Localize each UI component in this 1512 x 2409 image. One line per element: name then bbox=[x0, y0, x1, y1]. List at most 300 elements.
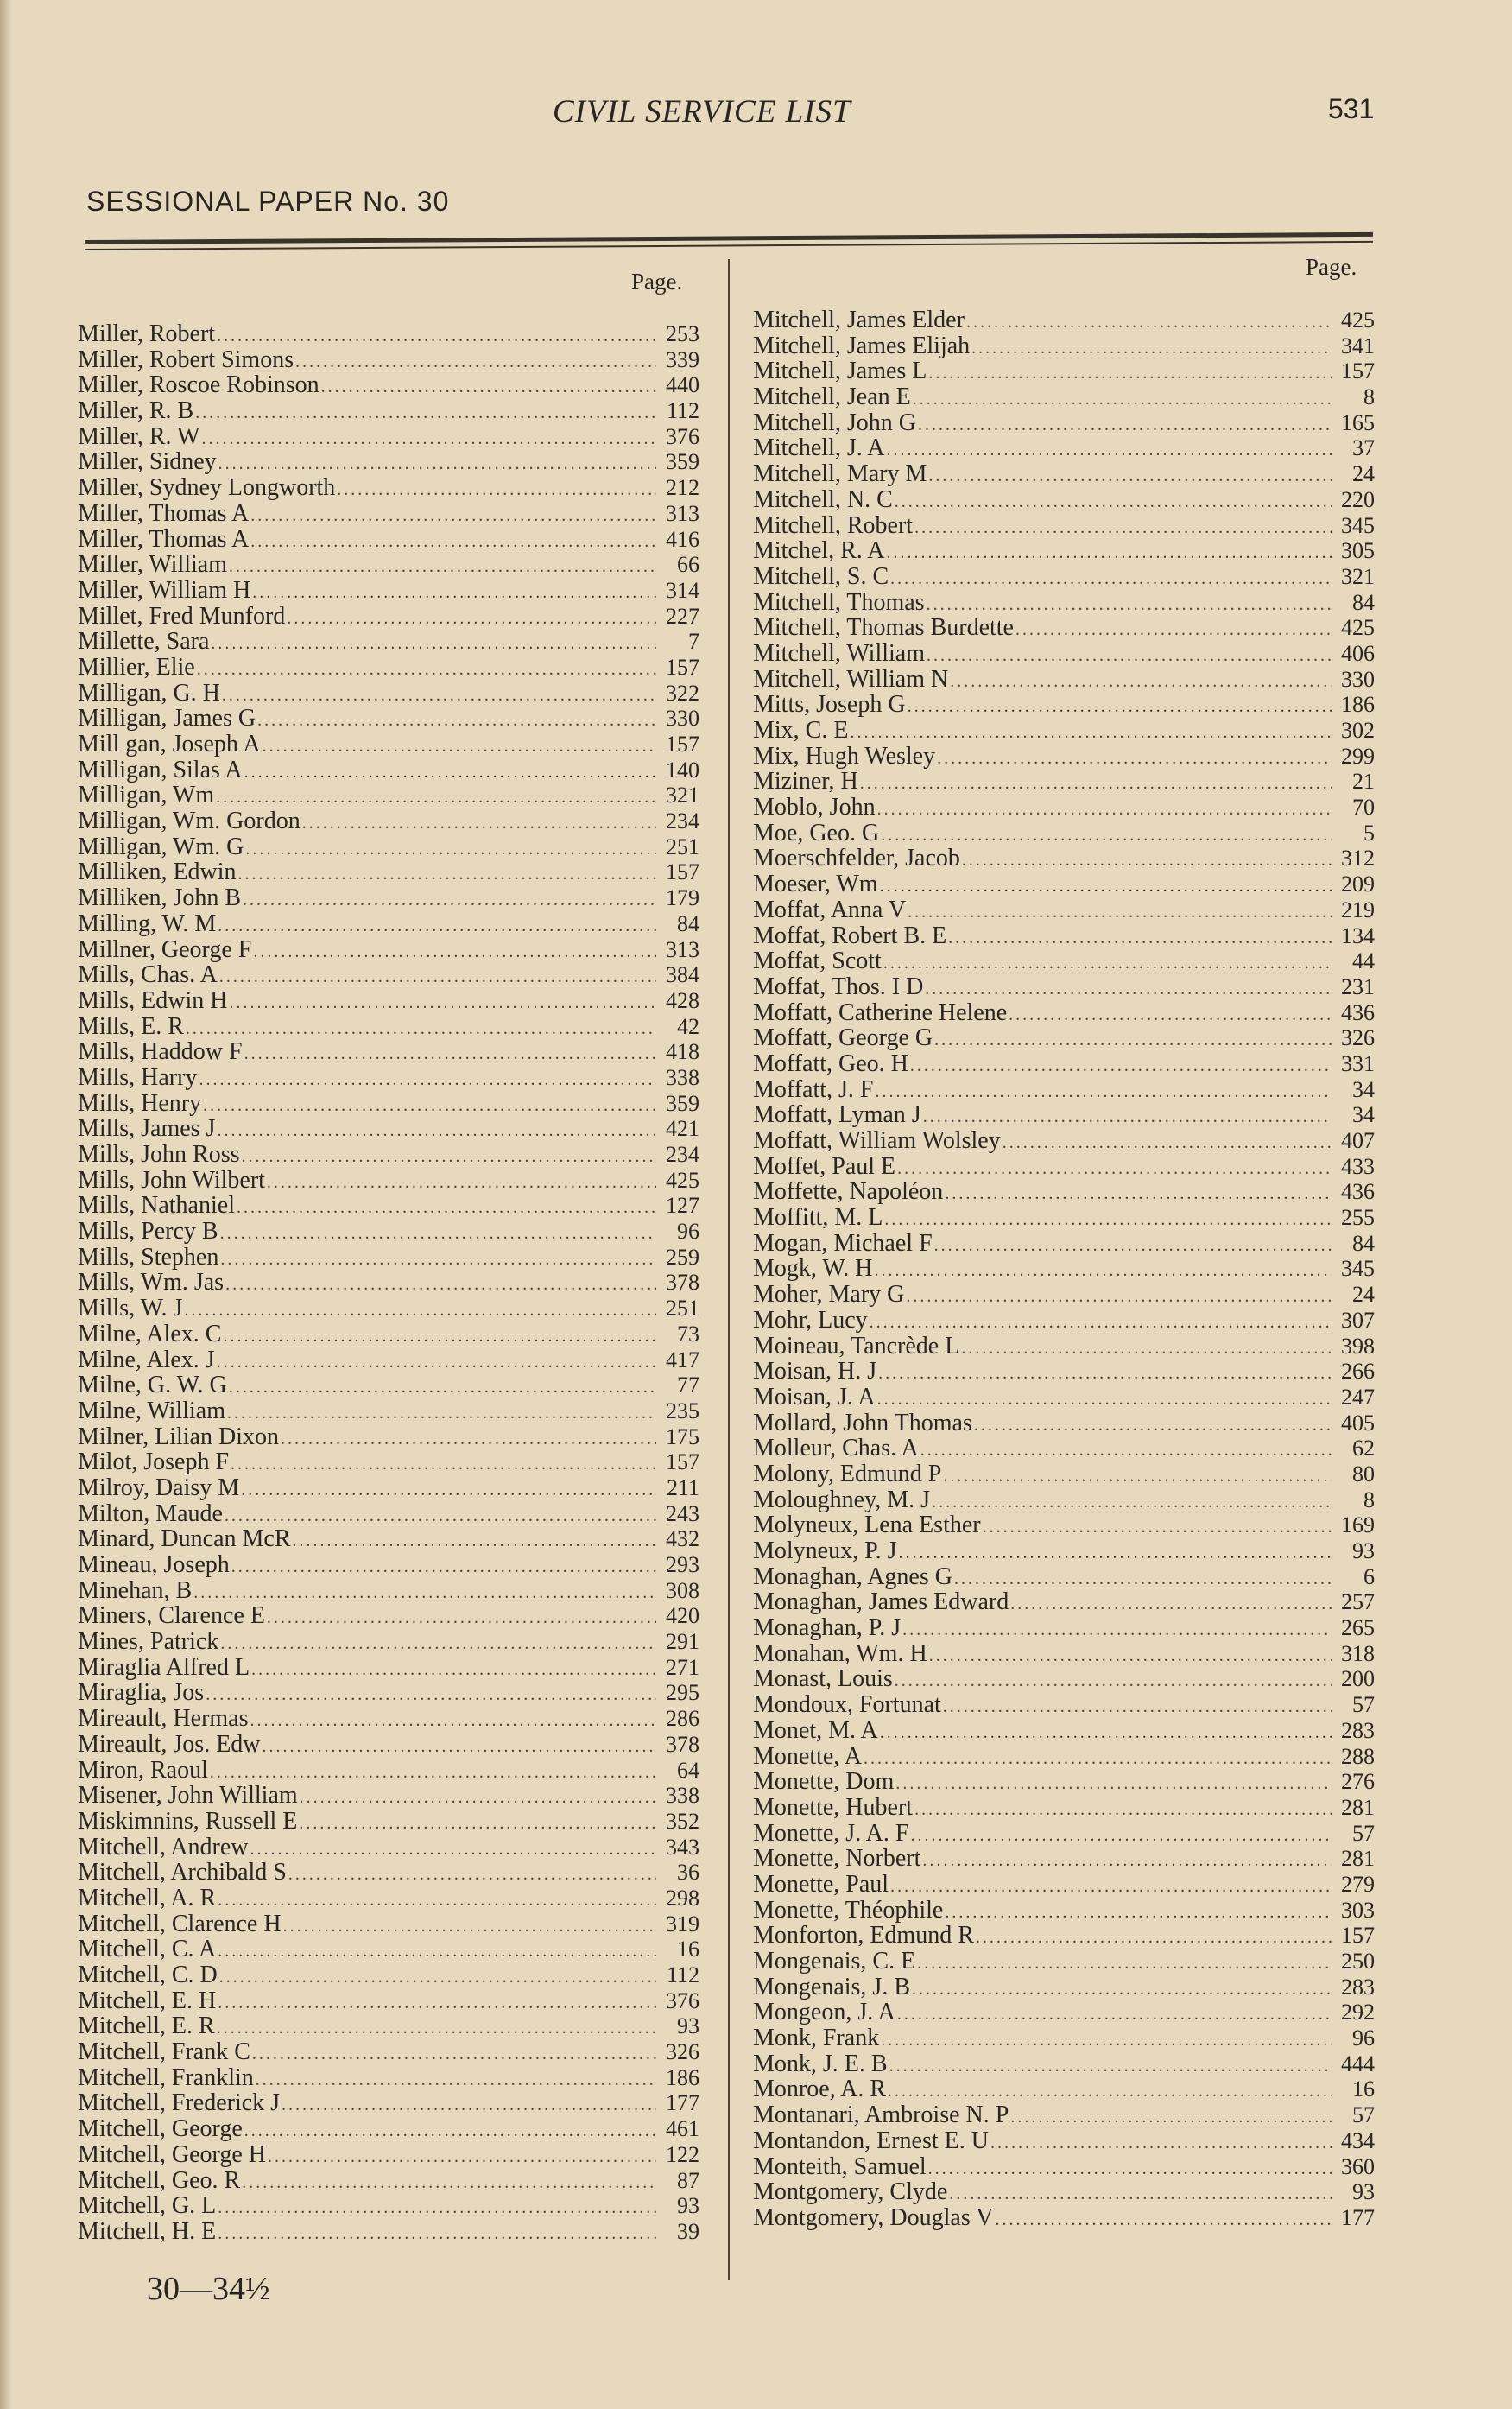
dot-leader bbox=[218, 1939, 656, 1965]
entry-name: Mitchell, Franklin bbox=[78, 2063, 254, 2091]
entry-name: Moloughney, M. J bbox=[753, 1486, 931, 1513]
entry-name: Moffatt, William Wolsley bbox=[753, 1127, 1001, 1154]
entry-page-number: 57 bbox=[1352, 2102, 1375, 2128]
index-entry bbox=[78, 578, 699, 604]
entry-name: Monet, M. A bbox=[753, 1716, 878, 1744]
index-entry bbox=[753, 1128, 1375, 1154]
dot-leader bbox=[256, 2068, 656, 2094]
index-entry bbox=[753, 744, 1375, 770]
entry-page-number: 165 bbox=[1341, 409, 1375, 435]
entry-page-number: 295 bbox=[666, 1680, 699, 1706]
entry-page-number: 384 bbox=[666, 962, 699, 988]
index-entry bbox=[78, 1603, 699, 1629]
entry-page-number: 406 bbox=[1341, 640, 1375, 666]
dot-leader bbox=[897, 1157, 1332, 1182]
entry-name: Monteith, Samuel bbox=[753, 2152, 927, 2180]
dot-leader bbox=[186, 1017, 656, 1043]
entry-name: Millner, George F bbox=[78, 935, 252, 963]
dot-leader bbox=[895, 490, 1332, 516]
dot-leader bbox=[890, 567, 1332, 593]
entry-name: Moffat, Scott bbox=[753, 948, 882, 975]
dot-leader bbox=[218, 2196, 656, 2222]
entry-page-number: 112 bbox=[666, 398, 699, 424]
entry-page-number: 64 bbox=[677, 1757, 699, 1783]
index-entry bbox=[78, 1783, 699, 1809]
dot-leader bbox=[890, 1874, 1332, 1900]
index-entry bbox=[753, 1615, 1375, 1641]
index-entry bbox=[78, 1014, 699, 1040]
entry-page-number: 243 bbox=[666, 1500, 699, 1526]
entry-name: Mills, John Ross bbox=[78, 1141, 240, 1168]
index-entry bbox=[753, 435, 1375, 461]
entry-page-number: 416 bbox=[666, 526, 699, 552]
entry-page-number: 313 bbox=[666, 936, 699, 962]
dot-leader bbox=[245, 837, 656, 863]
entry-page-number: 376 bbox=[666, 423, 699, 449]
dot-leader bbox=[1009, 1003, 1332, 1029]
entry-page-number: 179 bbox=[666, 885, 699, 911]
index-entry bbox=[78, 501, 699, 527]
index-entry bbox=[753, 1589, 1375, 1615]
entry-name: Millet, Fred Munford bbox=[78, 602, 286, 630]
entry-page-number: 44 bbox=[1352, 948, 1375, 974]
index-entry bbox=[753, 1821, 1375, 1847]
entry-name: Milne, Alex. C bbox=[78, 1320, 222, 1347]
entry-name: Misener, John William bbox=[78, 1782, 298, 1810]
right-index-column bbox=[753, 307, 1375, 2231]
dot-leader bbox=[990, 2131, 1332, 2157]
entry-page-number: 436 bbox=[1341, 999, 1375, 1025]
dot-leader bbox=[945, 1182, 1332, 1208]
index-entry bbox=[753, 538, 1375, 564]
entry-page-number: 291 bbox=[666, 1629, 699, 1655]
entry-name: Monette, Paul bbox=[753, 1870, 889, 1898]
entry-name: Milligan, Wm. G bbox=[78, 833, 244, 860]
entry-name: Miller, William bbox=[78, 551, 227, 579]
dot-leader bbox=[913, 387, 1332, 413]
dot-leader bbox=[242, 1144, 657, 1170]
entry-page-number: 57 bbox=[1352, 1692, 1375, 1718]
entry-page-number: 93 bbox=[1352, 1538, 1375, 1563]
entry-page-number: 16 bbox=[1352, 2076, 1375, 2102]
entry-name: Milne, William bbox=[78, 1397, 226, 1424]
dot-leader bbox=[218, 1991, 656, 2017]
entry-page-number: 24 bbox=[1352, 461, 1375, 487]
dot-leader bbox=[283, 1914, 656, 1940]
entry-page-number: 313 bbox=[666, 500, 699, 526]
index-entry bbox=[753, 615, 1375, 641]
index-entry bbox=[78, 1398, 699, 1424]
dot-leader bbox=[881, 2028, 1332, 2054]
entry-name: Monroe, A. R bbox=[753, 2076, 886, 2103]
entry-name: Miller, R. W bbox=[78, 422, 200, 450]
entry-page-number: 433 bbox=[1341, 1153, 1375, 1179]
entry-page-number: 8 bbox=[1363, 1487, 1375, 1512]
entry-page-number: 312 bbox=[1341, 846, 1375, 872]
index-entry bbox=[78, 2193, 699, 2219]
index-entry bbox=[753, 667, 1375, 693]
index-entry bbox=[753, 1846, 1375, 1872]
index-entry bbox=[753, 1231, 1375, 1257]
entry-page-number: 220 bbox=[1341, 486, 1375, 512]
entry-name: Milroy, Daisy M bbox=[78, 1474, 240, 1501]
index-entry bbox=[753, 1898, 1375, 1924]
entry-page-number: 255 bbox=[1341, 1205, 1375, 1231]
dot-leader bbox=[321, 375, 656, 401]
entry-name: Mix, C. E bbox=[753, 717, 849, 744]
dot-leader bbox=[983, 1515, 1332, 1541]
index-entry bbox=[753, 384, 1375, 410]
index-entry bbox=[753, 2102, 1375, 2128]
dot-leader bbox=[934, 1233, 1332, 1259]
entry-page-number: 57 bbox=[1352, 1820, 1375, 1846]
entry-page-number: 253 bbox=[666, 321, 699, 346]
entry-name: Moffat, Anna V bbox=[753, 896, 907, 923]
entry-page-number: 84 bbox=[1352, 589, 1375, 615]
dot-leader bbox=[250, 504, 656, 529]
dot-leader bbox=[252, 2042, 656, 2068]
dot-leader bbox=[231, 1555, 656, 1581]
entry-name: Mitchell, G. L bbox=[78, 2192, 217, 2220]
index-entry bbox=[78, 783, 699, 808]
entry-page-number: 283 bbox=[1341, 1717, 1375, 1743]
dot-leader bbox=[971, 336, 1332, 362]
entry-page-number: 157 bbox=[666, 654, 699, 680]
entry-page-number: 34 bbox=[1352, 1102, 1375, 1128]
dot-leader bbox=[218, 914, 656, 940]
index-entry bbox=[78, 2116, 699, 2142]
left-column-heading: Page. bbox=[631, 269, 683, 295]
index-entry bbox=[78, 1296, 699, 1322]
index-entry bbox=[78, 424, 699, 450]
entry-name: Mitchell, E. R bbox=[78, 2013, 215, 2040]
entry-name: Mills, Haddow F bbox=[78, 1038, 243, 1066]
entry-name: Montgomery, Clyde bbox=[753, 2178, 948, 2206]
entry-page-number: 5 bbox=[1363, 820, 1375, 846]
index-entry bbox=[78, 1629, 699, 1655]
index-entry bbox=[78, 2013, 699, 2039]
dot-leader bbox=[954, 1567, 1332, 1593]
index-entry bbox=[78, 758, 699, 783]
index-entry bbox=[78, 1245, 699, 1271]
column-divider bbox=[728, 259, 730, 2280]
entry-name: Mills, Stephen bbox=[78, 1243, 219, 1271]
index-entry bbox=[78, 2142, 699, 2168]
dot-leader bbox=[252, 580, 656, 606]
entry-page-number: 286 bbox=[666, 1706, 699, 1732]
dot-leader bbox=[897, 2002, 1332, 2028]
index-entry bbox=[753, 1436, 1375, 1461]
entry-page-number: 307 bbox=[1341, 1307, 1375, 1333]
entry-page-number: 96 bbox=[677, 1219, 699, 1245]
dot-leader bbox=[943, 1464, 1332, 1490]
entry-page-number: 326 bbox=[666, 2039, 699, 2065]
entry-name: Mitchell, H. E bbox=[78, 2217, 217, 2245]
dot-leader bbox=[220, 1247, 656, 1273]
index-entry bbox=[753, 1692, 1375, 1718]
entry-page-number: 251 bbox=[666, 1296, 699, 1322]
dot-leader bbox=[229, 1375, 656, 1401]
entry-page-number: 339 bbox=[666, 346, 699, 372]
index-entry bbox=[78, 629, 699, 655]
entry-page-number: 265 bbox=[1341, 1615, 1375, 1641]
index-entry bbox=[753, 1282, 1375, 1308]
index-entry bbox=[753, 1385, 1375, 1411]
entry-page-number: 359 bbox=[666, 1090, 699, 1116]
entry-page-number: 24 bbox=[1352, 1282, 1375, 1308]
dot-leader bbox=[242, 2171, 656, 2197]
index-entry bbox=[78, 1835, 699, 1861]
entry-page-number: 417 bbox=[666, 1347, 699, 1372]
entry-page-number: 318 bbox=[1341, 1640, 1375, 1666]
dot-leader bbox=[302, 811, 656, 837]
entry-page-number: 360 bbox=[1341, 2153, 1375, 2179]
dot-leader bbox=[874, 1258, 1332, 1284]
dot-leader bbox=[886, 541, 1332, 567]
entry-name: Miller, Thomas A bbox=[78, 525, 250, 553]
entry-page-number: 177 bbox=[1341, 2204, 1375, 2230]
entry-page-number: 376 bbox=[666, 1987, 699, 2013]
entry-name: Mitchell, Geo. R bbox=[78, 2166, 241, 2194]
index-entry bbox=[753, 1154, 1375, 1180]
index-entry bbox=[78, 347, 699, 373]
index-entry bbox=[753, 333, 1375, 359]
entry-name: Mitchell, C. A bbox=[78, 1936, 217, 1963]
entry-page-number: 359 bbox=[666, 449, 699, 475]
dot-leader bbox=[244, 2119, 656, 2145]
index-entry bbox=[753, 1487, 1375, 1513]
index-entry bbox=[753, 564, 1375, 590]
index-entry bbox=[753, 1077, 1375, 1103]
entry-page-number: 127 bbox=[666, 1193, 699, 1219]
index-entry bbox=[78, 2168, 699, 2194]
entry-name: Mireault, Hermas bbox=[78, 1705, 249, 1733]
entry-name: Mitchell, George bbox=[78, 2115, 243, 2143]
dot-leader bbox=[902, 1618, 1332, 1644]
entry-page-number: 418 bbox=[666, 1039, 699, 1065]
entry-name: Mitchell, Thomas Burdette bbox=[753, 614, 1014, 642]
sessional-paper-label: SESSIONAL PAPER No. 30 bbox=[86, 186, 450, 217]
index-entry bbox=[753, 1872, 1375, 1898]
index-entry bbox=[78, 962, 699, 988]
entry-name: Moher, Mary G bbox=[753, 1281, 905, 1309]
entry-page-number: 283 bbox=[1341, 1974, 1375, 2000]
page-number: 531 bbox=[1328, 93, 1375, 124]
entry-name: Mitchell, Mary M bbox=[753, 460, 927, 488]
entry-name: Monk, Frank bbox=[753, 2025, 880, 2052]
index-entry bbox=[753, 2205, 1375, 2231]
index-entry bbox=[78, 1937, 699, 1962]
entry-name: Mitchell, J. A bbox=[753, 434, 885, 462]
dot-leader bbox=[251, 1658, 656, 1683]
entry-name: Milot, Joseph F bbox=[78, 1449, 230, 1476]
entry-page-number: 440 bbox=[666, 372, 699, 398]
dot-leader bbox=[908, 694, 1332, 720]
index-entry bbox=[753, 769, 1375, 795]
entry-name: Miller, Roscoe Robinson bbox=[78, 371, 319, 399]
entry-name: Monette, A bbox=[753, 1742, 862, 1770]
entry-page-number: 425 bbox=[1341, 615, 1375, 641]
entry-page-number: 428 bbox=[666, 987, 699, 1013]
dot-leader bbox=[218, 2222, 656, 2247]
entry-page-number: 211 bbox=[666, 1474, 699, 1500]
entry-page-number: 321 bbox=[1341, 563, 1375, 589]
dot-leader bbox=[910, 1823, 1332, 1849]
dot-leader bbox=[1010, 1592, 1332, 1618]
entry-page-number: 461 bbox=[666, 2116, 699, 2142]
index-entry bbox=[78, 321, 699, 347]
entry-name: Mills, Henry bbox=[78, 1089, 202, 1117]
index-entry bbox=[78, 655, 699, 681]
entry-page-number: 425 bbox=[1341, 307, 1375, 333]
entry-name: Miller, Sydney Longworth bbox=[78, 474, 336, 502]
entry-name: Mitchell, Thomas bbox=[753, 588, 925, 616]
dot-leader bbox=[241, 1478, 656, 1504]
index-entry bbox=[753, 974, 1375, 1000]
entry-name: Mondoux, Fortunat bbox=[753, 1691, 941, 1719]
entry-page-number: 398 bbox=[1341, 1333, 1375, 1359]
index-entry bbox=[78, 1091, 699, 1117]
index-entry bbox=[753, 410, 1375, 436]
index-entry bbox=[78, 1322, 699, 1347]
entry-name: Monast, Louis bbox=[753, 1665, 893, 1693]
dot-leader bbox=[267, 1606, 656, 1632]
dot-leader bbox=[886, 438, 1332, 464]
entry-name: Mitchell, William bbox=[753, 639, 925, 667]
entry-name: Milne, G. W. G bbox=[78, 1372, 227, 1399]
dot-leader bbox=[197, 657, 656, 683]
running-title: CIVIL SERVICE LIST bbox=[553, 94, 851, 130]
entry-name: Moe, Geo. G bbox=[753, 819, 880, 846]
entry-page-number: 343 bbox=[666, 1834, 699, 1860]
entry-name: Milton, Maude bbox=[78, 1499, 223, 1527]
dot-leader bbox=[253, 940, 656, 966]
index-entry bbox=[753, 461, 1375, 487]
dot-leader bbox=[1003, 1131, 1332, 1157]
entry-name: Miners, Clarence E bbox=[78, 1602, 265, 1630]
entry-page-number: 84 bbox=[1352, 1230, 1375, 1256]
entry-page-number: 338 bbox=[666, 1064, 699, 1090]
entry-page-number: 330 bbox=[666, 706, 699, 732]
entry-name: Mills, John Wilbert bbox=[78, 1166, 265, 1194]
entry-name: Mitchell, A. R bbox=[78, 1884, 217, 1911]
entry-name: Milne, Alex. J bbox=[78, 1346, 215, 1373]
entry-name: Mitchell, James Elijah bbox=[753, 332, 971, 359]
dot-leader bbox=[883, 951, 1332, 977]
entry-name: Mills, W. J bbox=[78, 1295, 183, 1322]
entry-name: Millette, Sara bbox=[78, 628, 210, 656]
index-entry bbox=[753, 1308, 1375, 1334]
entry-page-number: 281 bbox=[1341, 1846, 1375, 1872]
index-entry bbox=[753, 1179, 1375, 1205]
dot-leader bbox=[877, 797, 1332, 823]
index-entry bbox=[78, 1065, 699, 1091]
dot-leader bbox=[299, 1811, 656, 1837]
dot-leader bbox=[295, 350, 656, 376]
dot-leader bbox=[244, 1042, 656, 1068]
index-entry bbox=[753, 2128, 1375, 2154]
entry-page-number: 276 bbox=[1341, 1769, 1375, 1795]
index-entry bbox=[753, 2025, 1375, 2051]
index-entry bbox=[78, 2090, 699, 2116]
entry-page-number: 407 bbox=[1341, 1128, 1375, 1153]
index-entry bbox=[78, 1270, 699, 1296]
entry-name: Miraglia Alfred L bbox=[78, 1653, 250, 1681]
entry-name: Moffitt, M. L bbox=[753, 1204, 883, 1232]
dot-leader bbox=[914, 1797, 1332, 1823]
entry-page-number: 292 bbox=[1341, 2000, 1375, 2025]
entry-page-number: 21 bbox=[1352, 769, 1375, 795]
index-entry bbox=[78, 1552, 699, 1578]
index-entry bbox=[78, 1424, 699, 1450]
index-entry bbox=[753, 1923, 1375, 1949]
index-entry bbox=[753, 2179, 1375, 2205]
entry-page-number: 93 bbox=[1352, 2179, 1375, 2205]
dot-leader bbox=[920, 1438, 1332, 1464]
dot-leader bbox=[337, 478, 656, 504]
entry-page-number: 140 bbox=[666, 757, 699, 783]
entry-page-number: 299 bbox=[1341, 743, 1375, 769]
dot-leader bbox=[250, 1708, 657, 1734]
dot-leader bbox=[227, 1401, 656, 1427]
dot-leader bbox=[864, 1747, 1332, 1772]
index-entry bbox=[753, 2051, 1375, 2077]
entry-name: Mitchell, Jean E bbox=[753, 384, 911, 411]
entry-page-number: 112 bbox=[666, 1962, 699, 1987]
entry-name: Mitchell, C. D bbox=[78, 1962, 218, 1988]
entry-page-number: 257 bbox=[1341, 1589, 1375, 1615]
entry-name: Molyneux, P. J bbox=[753, 1537, 897, 1564]
entry-page-number: 186 bbox=[1341, 692, 1375, 718]
entry-name: Minehan, B bbox=[78, 1576, 193, 1604]
entry-name: Moffatt, J. F bbox=[753, 1075, 874, 1103]
entry-page-number: 345 bbox=[1341, 512, 1375, 538]
index-entry bbox=[78, 1732, 699, 1758]
entry-name: Moffat, Robert B. E bbox=[753, 922, 947, 949]
entry-page-number: 175 bbox=[666, 1423, 699, 1449]
entry-page-number: 93 bbox=[677, 2193, 699, 2219]
dot-leader bbox=[976, 1925, 1332, 1951]
index-entry bbox=[753, 2154, 1375, 2180]
entry-name: Mohr, Lucy bbox=[753, 1306, 868, 1334]
index-entry bbox=[753, 1256, 1375, 1282]
entry-page-number: 6 bbox=[1363, 1563, 1375, 1589]
dot-leader bbox=[937, 746, 1332, 772]
dot-leader bbox=[1015, 618, 1332, 643]
index-entry bbox=[753, 358, 1375, 384]
dot-leader bbox=[263, 1734, 656, 1760]
dot-leader bbox=[950, 669, 1332, 695]
index-entry bbox=[78, 1193, 699, 1219]
dot-leader bbox=[880, 1721, 1332, 1747]
dot-leader bbox=[220, 1632, 656, 1658]
entry-name: Mitchell, Robert bbox=[753, 511, 914, 539]
entry-name: Monette, J. A. F bbox=[753, 1819, 909, 1847]
entry-page-number: 227 bbox=[666, 603, 699, 629]
entry-page-number: 34 bbox=[1352, 1076, 1375, 1102]
dot-leader bbox=[257, 708, 656, 734]
entry-name: Mitchell, N. C bbox=[753, 485, 893, 513]
entry-page-number: 157 bbox=[1341, 1923, 1375, 1949]
entry-name: Mills, E. R bbox=[78, 1012, 184, 1040]
entry-name: Mogk, W. H bbox=[753, 1255, 873, 1283]
entry-page-number: 73 bbox=[677, 1321, 699, 1347]
entry-page-number: 87 bbox=[677, 2167, 699, 2193]
index-entry bbox=[78, 604, 699, 630]
dot-leader bbox=[229, 555, 656, 580]
dot-leader bbox=[943, 1695, 1332, 1721]
entry-page-number: 7 bbox=[688, 629, 699, 655]
